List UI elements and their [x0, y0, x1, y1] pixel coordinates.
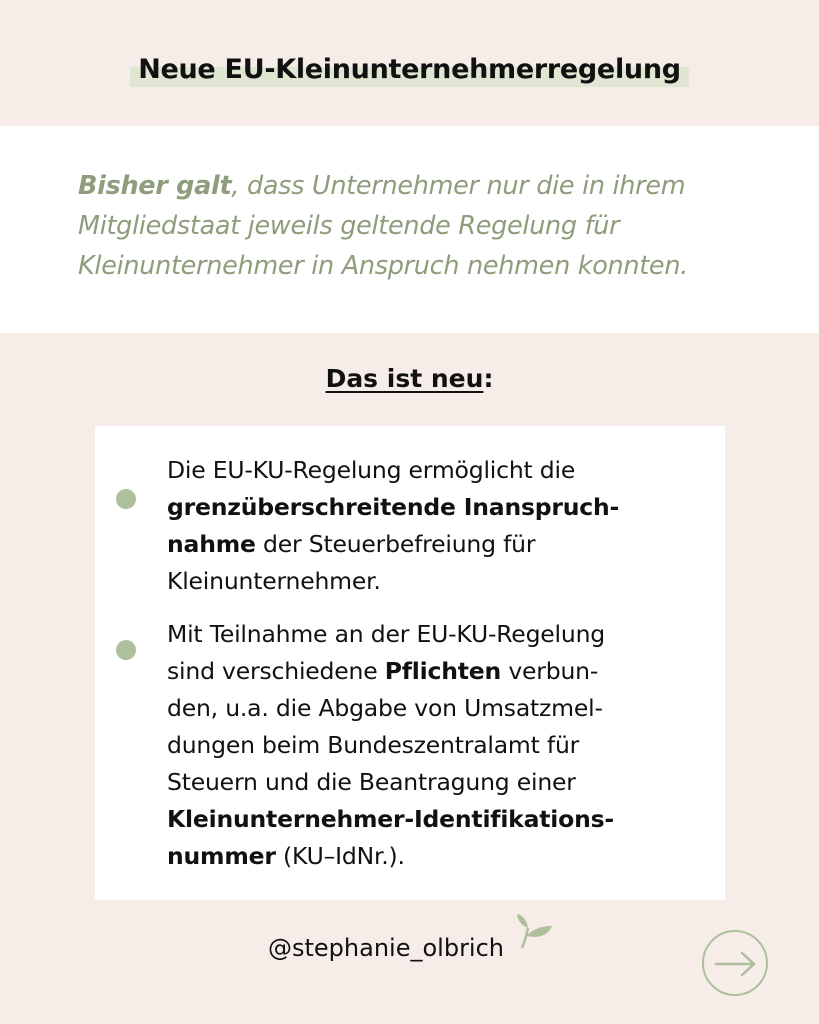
page-title-text: Neue EU-Kleinunternehmerregelung [138, 54, 681, 85]
section-heading [0, 364, 819, 393]
leaf-icon [514, 910, 556, 950]
section-heading-text: Das ist neu [325, 364, 484, 393]
item-1-bold-1: grenzüberschreitende Inanspruch- [167, 493, 620, 521]
item-2-line-6 [167, 801, 687, 838]
item-2-bold-2: Kleinunternehmer-Identifikations- [167, 805, 614, 833]
section-heading-suffix: : [483, 364, 494, 393]
author-handle: @stephanie_olbrich [268, 934, 505, 962]
bullet-dot [116, 489, 136, 509]
intro-line-1 [78, 166, 758, 206]
intro-band [0, 126, 819, 333]
item-1-line-3 [167, 526, 687, 563]
bullet-dot [116, 640, 136, 660]
item-2-bold-1: Pflichten [384, 657, 502, 685]
item-2-bold-3: nummer [167, 842, 276, 870]
item-2-line-2-post: verbun- [501, 657, 599, 685]
next-button[interactable] [702, 930, 768, 996]
item-2-line-1: Mit Teilnahme an der EU-KU-Regelung [167, 620, 605, 648]
item-2-line-3: den, u.a. die Abgabe von Umsatzmel- [167, 694, 603, 722]
item-2-line-5: Steuern und die Beantragung einer [167, 768, 576, 796]
intro-line-3: Kleinunternehmer in Anspruch nehmen konnten. [78, 251, 688, 281]
arrow-right-icon [714, 949, 758, 979]
item-2-line-2 [167, 653, 687, 690]
page-title [130, 48, 689, 91]
intro-line-2: Mitgliedstaat jeweils geltende Regelung für [78, 211, 620, 241]
item-2-line-4: dungen beim Bundeszentralamt für [167, 731, 580, 759]
list-item [167, 616, 687, 875]
title-container [0, 48, 819, 91]
item-2-line-7 [167, 838, 687, 875]
intro-lead: Bisher galt [78, 171, 232, 201]
item-1-line-2 [167, 489, 687, 526]
info-card [95, 426, 725, 900]
item-1-line-1: Die EU-KU-Regelung ermöglicht die [167, 456, 576, 484]
item-2-line-7-rest: (KU–IdNr.). [275, 842, 405, 870]
intro-line-1-rest: , dass Unternehmer nur die in ihrem [231, 171, 686, 201]
item-1-line-4: Kleinunternehmer. [167, 567, 381, 595]
intro-text [78, 166, 758, 286]
list-item [167, 452, 687, 600]
item-1-line-3-rest: der Steuerbefreiung für [255, 530, 536, 558]
item-1-bold-2: nahme [167, 530, 256, 558]
item-2-line-2-pre: sind verschiedene [167, 657, 385, 685]
